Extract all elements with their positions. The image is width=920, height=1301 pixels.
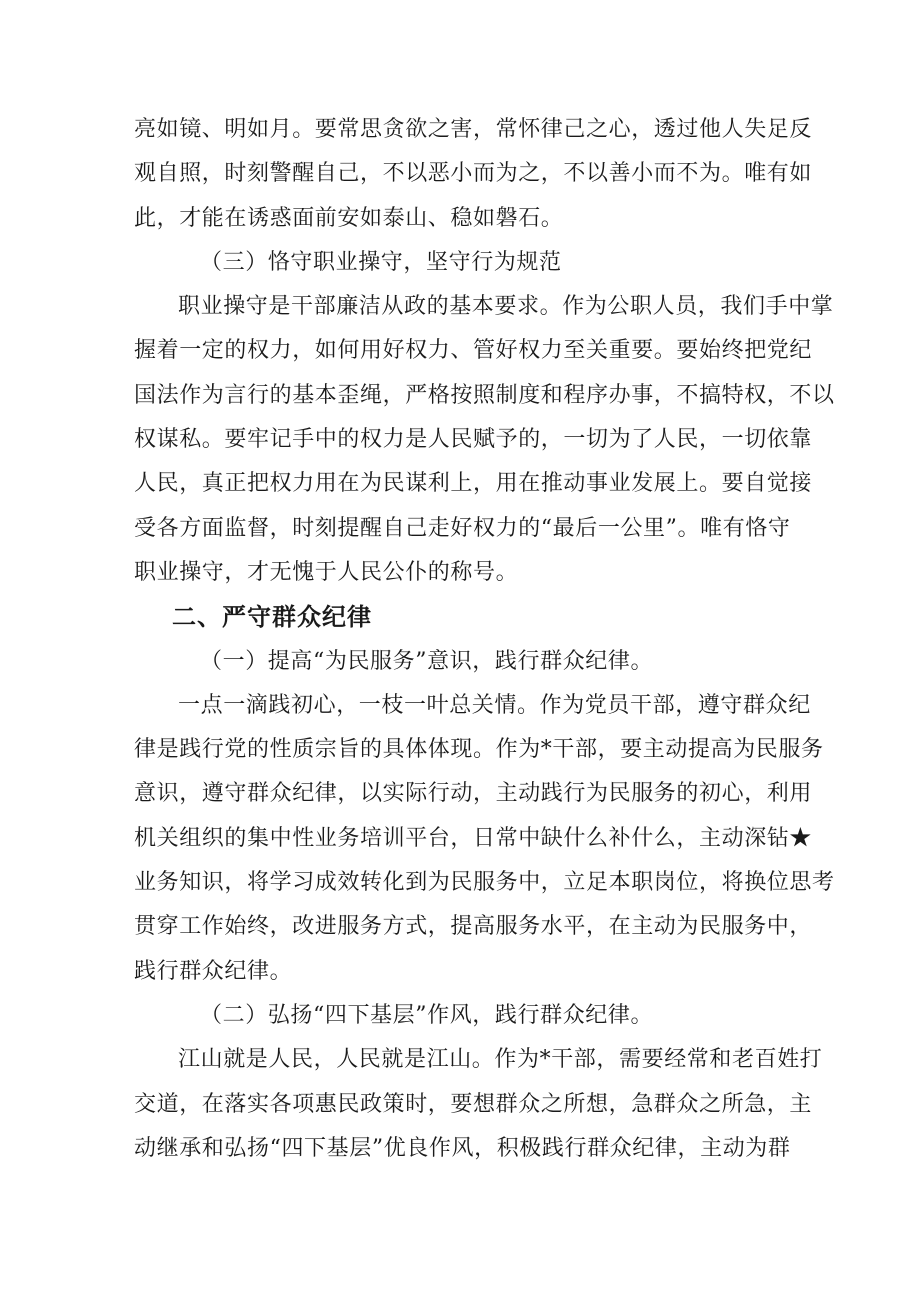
paragraph-line: 职业操守是干部廉洁从政的基本要求。作为公职人员，我们手中掌 <box>178 294 834 320</box>
paragraph-line: 亮如镜、明如月。要常思贪欲之害，常怀律己之心，透过他人失足反 <box>134 117 813 142</box>
paragraph-line: 江山就是人民，人民就是江山。作为*干部，需要经常和老百姓打 <box>178 1047 823 1073</box>
paragraph-line: 机关组织的集中性业务培训平台，日常中缺什么补什么，主动深钻★ <box>134 825 813 851</box>
paragraph-line: 职业操守，才无愧于人民公仆的称号。 <box>134 559 519 585</box>
subsection-title: （一）提高“为民服务”意识，践行群众纪律。 <box>200 648 654 674</box>
section-heading: 二、严守群众纪律 <box>172 603 372 632</box>
subsection-title: （二）弘扬“四下基层”作风，践行群众纪律。 <box>200 1002 654 1028</box>
paragraph-line: 受各方面监督，时刻提醒自己走好权力的“最后一公里”。唯有恪守 <box>134 515 791 541</box>
paragraph-line: 业务知识，将学习成效转化到为民服务中，立足本职岗位，将换位思考 <box>134 870 835 896</box>
paragraph-line: 贯穿工作始终，改进服务方式，提高服务水平，在主动为民服务中， <box>134 914 813 940</box>
paragraph-line: 交道，在落实各项惠民政策时，要想群众之所想，急群众之所急，主 <box>134 1091 813 1117</box>
paragraph-line: 权谋私。要牢记手中的权力是人民赋予的，一切为了人民，一切依靠 <box>134 427 813 453</box>
paragraph-line: 动继承和弘扬“四下基层”优良作风，积极践行群众纪律，主动为群 <box>134 1135 791 1161</box>
document-body <box>134 108 835 1171</box>
paragraph-line: 一点一滴践初心，一枝一叶总关情。作为党员干部，遵守群众纪 <box>178 692 811 718</box>
paragraph-line: 国法作为言行的基本歪绳，严格按照制度和程序办事，不搞特权，不以 <box>134 382 835 408</box>
paragraph-line: 观自照，时刻警醒自己，不以恶小而为之，不以善小而不为。唯有如 <box>134 161 813 187</box>
paragraph-line: 律是践行党的性质宗旨的具体体现。作为*干部，要主动提高为民服务 <box>134 737 824 763</box>
paragraph-line: 践行群众纪律。 <box>134 958 293 984</box>
paragraph-line: 握着一定的权力，如何用好权力、管好权力至关重要。要始终把党纪 <box>134 338 813 364</box>
paragraph-line: 此，才能在诱惑面前安如泰山、稳如磐石。 <box>134 205 564 231</box>
subsection-title: （三）恪守职业操守，坚守行为规范 <box>200 249 562 275</box>
paragraph-line: 人民，真正把权力用在为民谋利上，用在推动事业发展上。要自觉接 <box>134 471 813 497</box>
paragraph-line: 意识，遵守群众纪律，以实际行动，主动践行为民服务的初心，利用 <box>134 781 813 807</box>
